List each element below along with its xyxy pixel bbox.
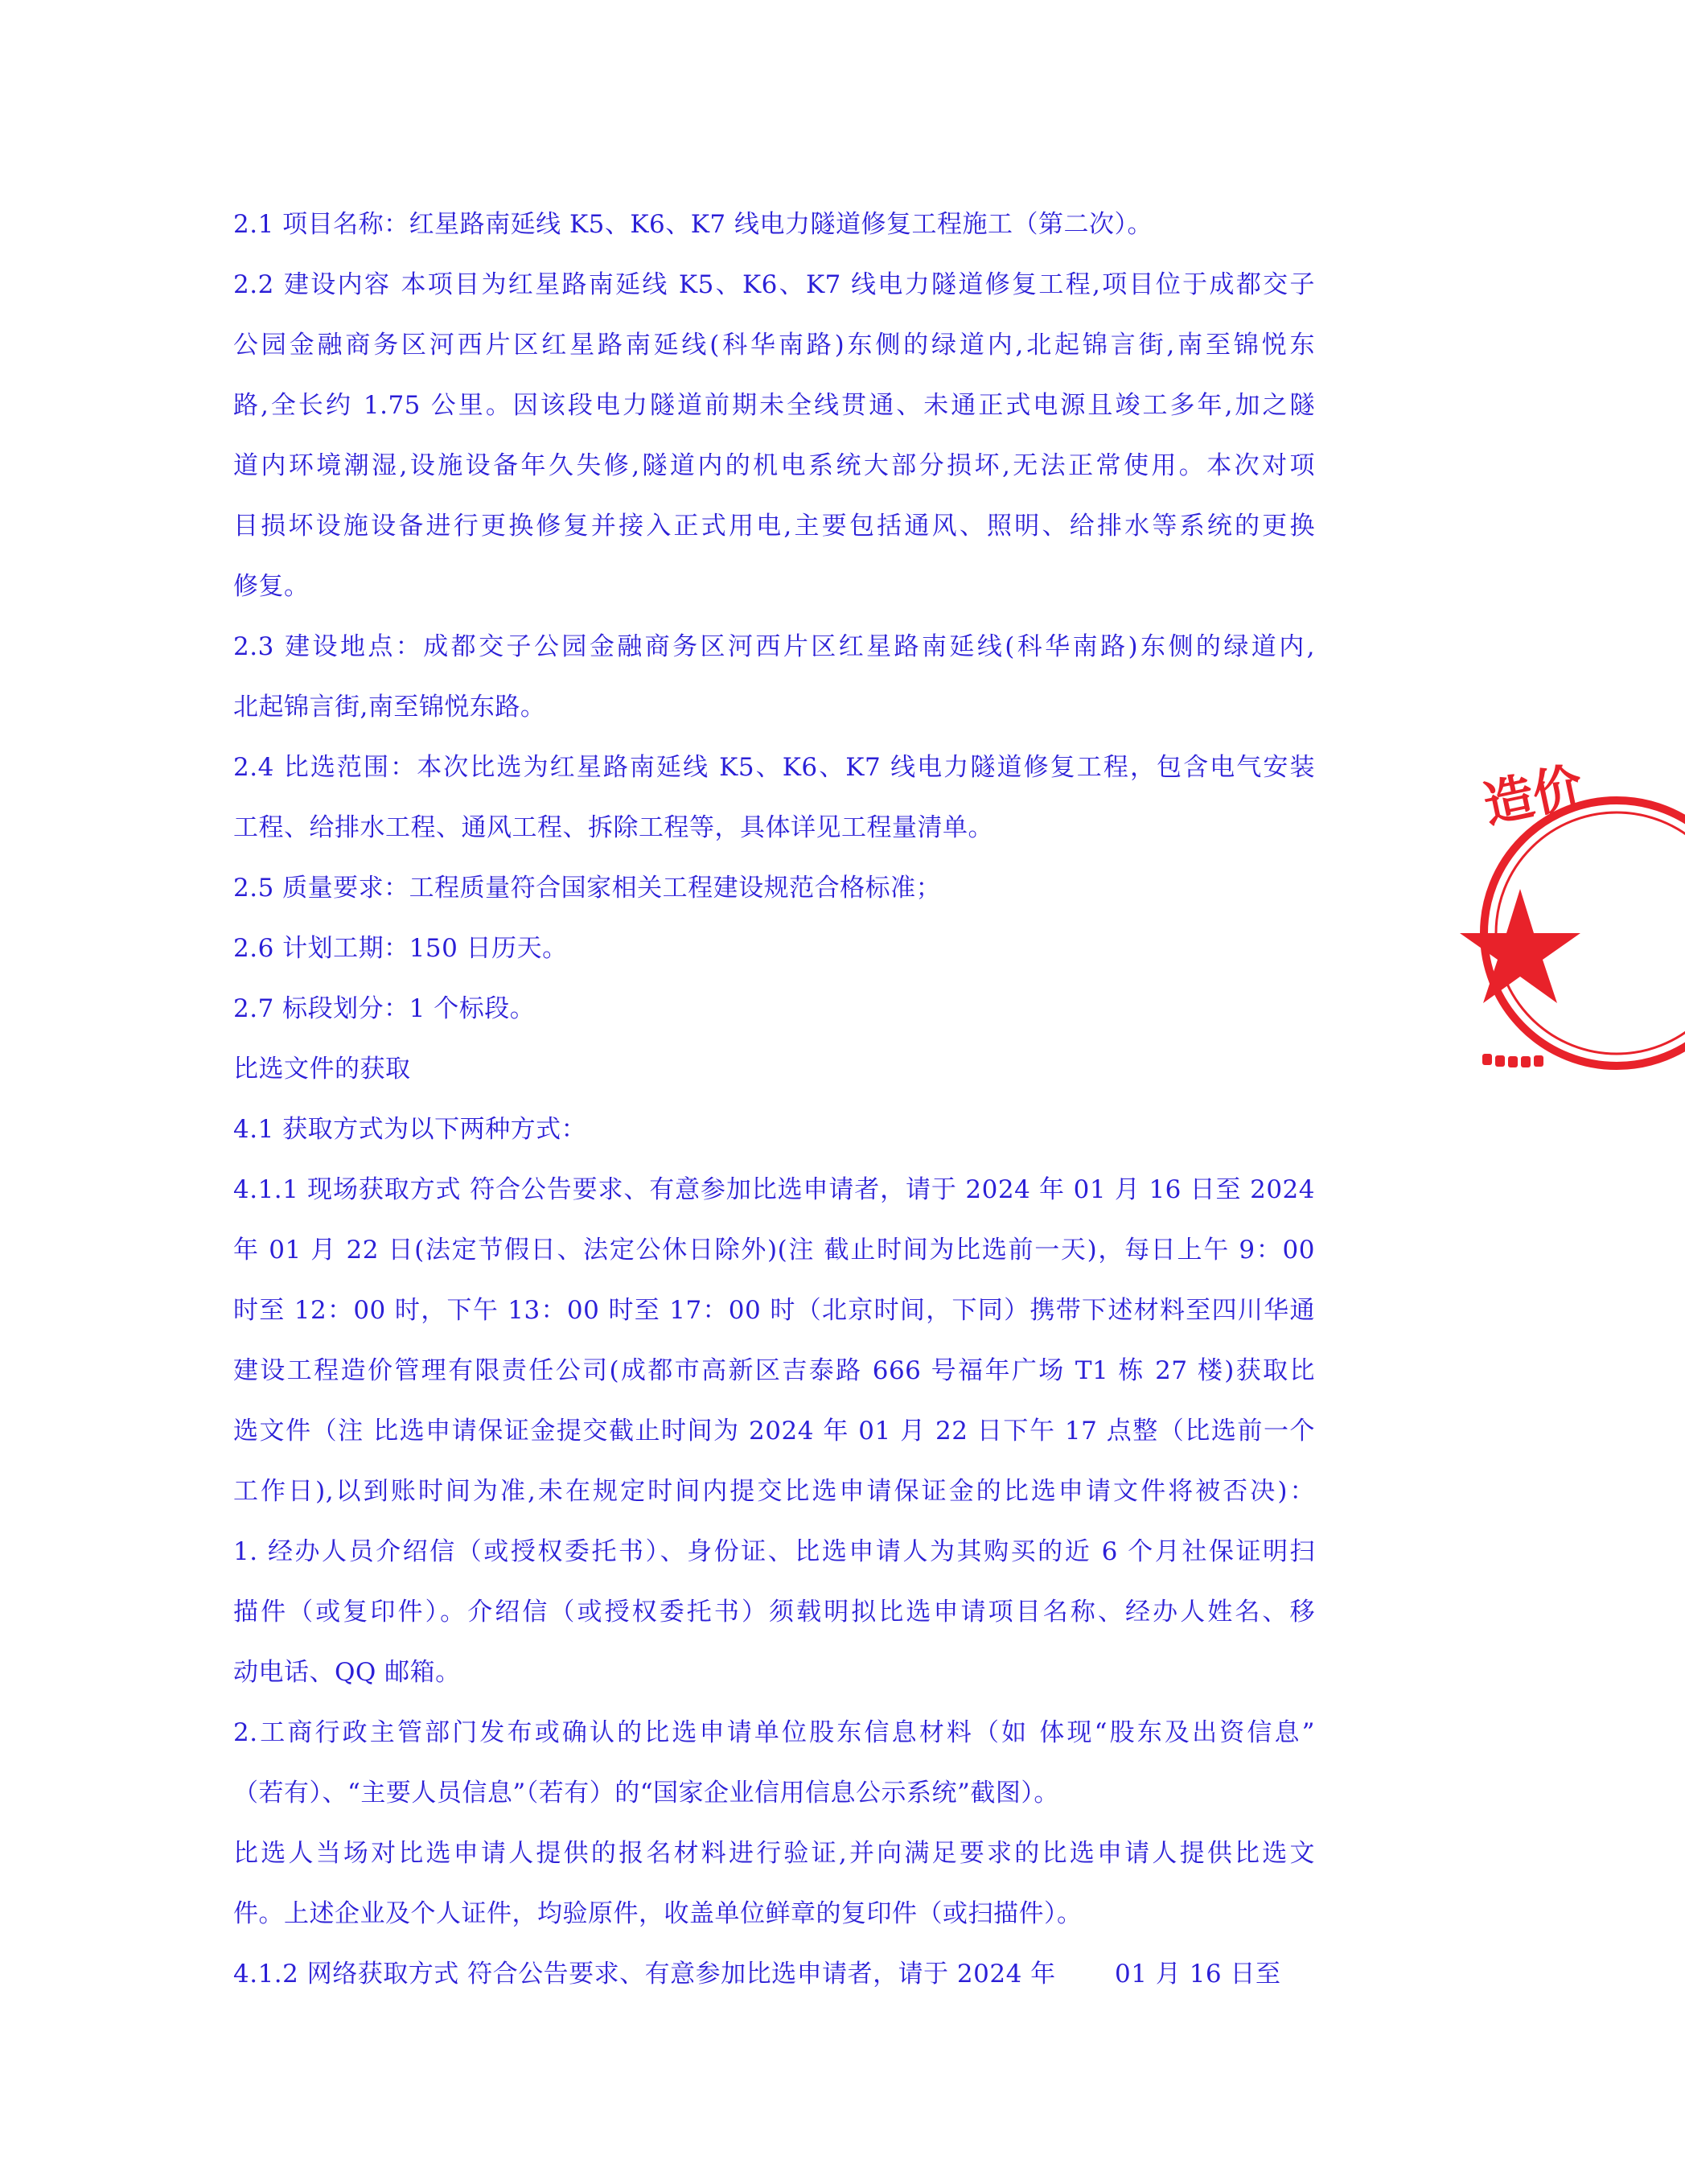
text-line: 工程、给排水工程、通风工程、拆除工程等，具体详见工程量清单。 (233, 813, 993, 842)
text-line: 建设工程造价管理有限责任公司(成都市高新区吉泰路 666 号福年广场 T1 栋 27 楼)获取比 (233, 1356, 1315, 1385)
text-line: 动电话、QQ 邮箱。 (233, 1658, 461, 1687)
text-line: 比选人当场对比选申请人提供的报名材料进行验证,并向满足要求的比选申请人提供比选文 (233, 1839, 1315, 1868)
text-line: 1. 经办人员介绍信（或授权委托书）、身份证、比选申请人为其购买的近 6 个月社保证明扫 (233, 1537, 1315, 1566)
text-line: 选文件（注 比选申请保证金提交截止时间为 2024 年 01 月 22 日下午 17 点整（比选前一个 (233, 1417, 1315, 1446)
text-line: 时至 12：00 时，下午 13：00 时至 17：00 时（北京时间，下同）携带下述材料至四川华通 (233, 1296, 1315, 1325)
text-line: 2.1 项目名称：红星路南延线 K5、K6、K7 线电力隧道修复工程施工（第二次）。 (233, 210, 1153, 239)
text-line: 修复。 (233, 572, 310, 601)
section-heading: 比选文件的获取 (233, 1055, 411, 1084)
text-line: 2.6 计划工期：150 日历天。 (233, 934, 568, 963)
seal-icon (1476, 756, 1685, 1086)
text-line: （若有）、“主要人员信息”（若有）的“国家企业信用信息公示系统”截图）。 (233, 1779, 1059, 1808)
text-line: 2.工商行政主管部门发布或确认的比选申请单位股东信息材料（如 体现“股东及出资信息” (233, 1718, 1315, 1747)
text-line: 北起锦言街,南至锦悦东路。 (233, 693, 546, 722)
text-line: 年 01 月 22 日(法定节假日、法定公休日除外)(注 截止时间为比选前一天)，每日上午 9：00 (233, 1236, 1315, 1265)
text-line: 2.7 标段划分：1 个标段。 (233, 994, 536, 1023)
text-line: 4.1 获取方式为以下两种方式： (233, 1115, 587, 1144)
text-line: 描件（或复印件）。介绍信（或授权委托书）须载明拟比选申请项目名称、经办人姓名、移 (233, 1598, 1315, 1627)
svg-text:造价: 造价 (1478, 756, 1588, 835)
text-line: 2.5 质量要求：工程质量符合国家相关工程建设规范合格标准； (233, 874, 942, 903)
text-line: 目损坏设施设备进行更换修复并接入正式用电,主要包括通风、照明、给排水等系统的更换 (233, 512, 1315, 541)
text-line: 道内环境潮湿,设施设备年久失修,隧道内的机电系统大部分损坏,无法正常使用。本次对项 (233, 451, 1315, 480)
document-body (233, 195, 1315, 2005)
text-line: 件。上述企业及个人证件，均验原件，收盖单位鲜章的复印件（或扫描件）。 (233, 1899, 1083, 1928)
text-line: 2.4 比选范围：本次比选为红星路南延线 K5、K6、K7 线电力隧道修复工程，包含电气安装 (233, 753, 1315, 782)
text-line: 公园金融商务区河西片区红星路南延线(科华南路)东侧的绿道内,北起锦言街,南至锦悦东 (233, 331, 1315, 360)
text-line: 4.1.2 网络获取方式 符合公告要求、有意参加比选申请者，请于 2024 年 01 月 16 日至 (233, 1960, 1281, 1989)
text-line: 工作日),以到账时间为准,未在规定时间内提交比选申请保证金的比选申请文件将被否决)： (233, 1477, 1315, 1506)
text-line: 2.3 建设地点：成都交子公园金融商务区河西片区红星路南延线(科华南路)东侧的绿道内, (233, 632, 1315, 661)
text-line: 4.1.1 现场获取方式 符合公告要求、有意参加比选申请者，请于 2024 年 01 月 16 日至 2024 (233, 1175, 1315, 1204)
company-seal (1476, 756, 1588, 1086)
text-line: 2.2 建设内容 本项目为红星路南延线 K5、K6、K7 线电力隧道修复工程,项目位于成都交子 (233, 270, 1315, 299)
text-line: 路,全长约 1.75 公里。因该段电力隧道前期未全线贯通、未通正式电源且竣工多年,加之隧 (233, 391, 1315, 420)
